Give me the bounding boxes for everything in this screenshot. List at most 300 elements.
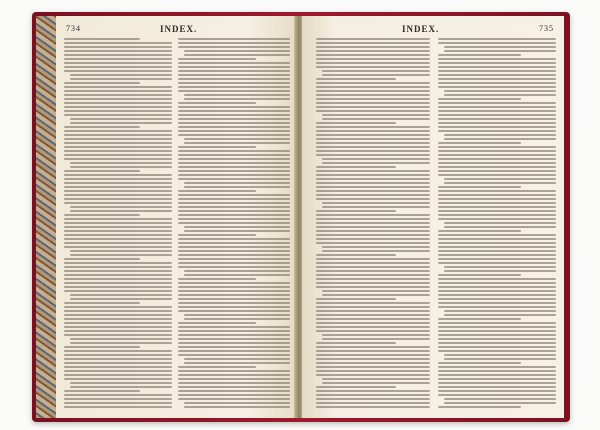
index-text-line — [316, 374, 430, 376]
index-text-line — [178, 106, 290, 108]
index-text-line — [316, 242, 430, 244]
index-text-line — [178, 290, 290, 292]
index-text-line — [64, 130, 172, 132]
index-text-line — [438, 298, 556, 300]
index-text-line — [64, 142, 172, 144]
index-text-line — [438, 142, 521, 144]
index-text-line — [178, 334, 290, 336]
index-text-line — [64, 374, 172, 376]
index-text-line — [184, 270, 290, 272]
index-text-line — [64, 366, 172, 368]
index-text-line — [438, 362, 521, 364]
index-text-line — [178, 346, 290, 348]
index-text-line — [316, 386, 396, 388]
index-text-line — [178, 374, 290, 376]
index-text-line — [316, 50, 430, 52]
index-text-line — [64, 194, 172, 196]
index-text-line — [70, 74, 172, 76]
index-text-line — [178, 46, 290, 48]
index-text-line — [438, 130, 556, 132]
index-text-line — [322, 334, 430, 336]
index-text-line — [316, 146, 430, 148]
index-text-line — [438, 162, 556, 164]
index-text-line — [316, 254, 396, 256]
index-text-line — [438, 242, 556, 244]
index-text-line — [70, 122, 172, 124]
index-text-line — [316, 82, 430, 84]
index-text-line — [444, 222, 556, 224]
index-text-line — [178, 42, 290, 44]
index-text-line — [178, 254, 290, 256]
index-text-line — [64, 378, 172, 380]
index-text-line — [322, 158, 430, 160]
index-text-line — [438, 230, 521, 232]
index-text-line — [438, 150, 556, 152]
index-text-line — [438, 70, 556, 72]
index-text-line — [178, 262, 290, 264]
index-text-line — [64, 86, 172, 88]
index-text-line — [438, 122, 556, 124]
index-text-line — [184, 314, 290, 316]
index-text-line — [178, 250, 290, 252]
index-text-line — [316, 38, 430, 40]
index-text-line — [64, 158, 172, 160]
index-text-line — [64, 358, 172, 360]
index-text-line — [316, 106, 430, 108]
index-text-line — [438, 394, 556, 396]
index-text-line — [178, 198, 290, 200]
index-text-line — [178, 158, 290, 160]
index-text-line — [438, 126, 556, 128]
index-text-line — [64, 186, 172, 188]
index-text-line — [64, 274, 172, 276]
index-text-line — [438, 338, 556, 340]
index-text-line — [316, 102, 430, 104]
index-text-line — [316, 194, 430, 196]
index-text-line — [178, 234, 256, 236]
index-text-line — [178, 354, 290, 356]
index-text-line — [438, 350, 556, 352]
index-text-line — [316, 390, 430, 392]
index-text-line — [316, 226, 430, 228]
index-text-line — [64, 314, 172, 316]
index-text-line — [64, 234, 172, 236]
index-text-line — [316, 166, 396, 168]
index-text-line — [184, 54, 290, 56]
index-text-line — [64, 330, 172, 332]
index-text-line — [322, 202, 430, 204]
index-text-line — [316, 86, 430, 88]
index-text-line — [64, 406, 172, 408]
index-text-line — [316, 330, 430, 332]
index-text-line — [322, 118, 430, 120]
index-text-line — [438, 58, 556, 60]
index-text-line — [316, 130, 430, 132]
index-text-line — [64, 270, 172, 272]
index-text-line — [178, 82, 290, 84]
index-text-line — [184, 182, 290, 184]
index-text-line — [438, 330, 556, 332]
index-text-line — [438, 250, 556, 252]
index-text-line — [444, 50, 556, 52]
index-text-line — [178, 210, 290, 212]
index-text-line — [184, 318, 290, 320]
index-text-line — [178, 70, 290, 72]
index-text-line — [64, 50, 172, 52]
index-text-line — [178, 146, 256, 148]
index-text-line — [316, 198, 430, 200]
index-text-line — [316, 58, 430, 60]
index-text-line — [64, 218, 172, 220]
index-text-line — [178, 110, 290, 112]
index-text-line — [322, 74, 430, 76]
index-text-line — [444, 226, 556, 228]
index-text-line — [178, 398, 290, 400]
index-text-line — [64, 402, 172, 404]
index-text-line — [438, 254, 556, 256]
index-text-line — [322, 294, 430, 296]
index-text-line — [438, 106, 556, 108]
index-text-line — [178, 118, 290, 120]
index-text-line — [316, 234, 430, 236]
index-text-line — [316, 122, 396, 124]
index-text-line — [438, 42, 556, 44]
index-text-line — [178, 102, 256, 104]
index-text-line — [64, 58, 172, 60]
index-text-line — [438, 246, 556, 248]
index-text-line — [184, 230, 290, 232]
index-text-line — [70, 162, 172, 164]
index-text-line — [178, 382, 290, 384]
index-text-line — [64, 290, 172, 292]
index-text-line — [316, 222, 430, 224]
index-text-line — [438, 306, 556, 308]
index-text-line — [64, 62, 172, 64]
index-text-line — [438, 274, 521, 276]
index-text-line — [64, 42, 172, 44]
index-text-line — [178, 214, 290, 216]
index-text-line — [438, 326, 556, 328]
index-text-line — [316, 402, 430, 404]
index-text-line — [322, 338, 430, 340]
index-text-line — [178, 206, 290, 208]
index-text-line — [316, 186, 430, 188]
index-text-line — [70, 118, 172, 120]
index-text-line — [316, 94, 430, 96]
index-text-line — [178, 246, 290, 248]
index-text-line — [316, 42, 430, 44]
index-text-line — [438, 390, 556, 392]
index-text-line — [438, 406, 521, 408]
index-text-line — [178, 390, 290, 392]
index-text-line — [64, 370, 172, 372]
index-text-line — [64, 54, 172, 56]
index-text-line — [70, 298, 172, 300]
index-text-line — [64, 354, 172, 356]
index-text-line — [64, 322, 172, 324]
index-text-line — [178, 202, 290, 204]
index-text-line — [316, 230, 430, 232]
index-text-line — [64, 70, 172, 72]
index-text-line — [438, 374, 556, 376]
index-text-line — [70, 210, 172, 212]
index-text-line — [70, 254, 172, 256]
index-text-line — [64, 174, 172, 176]
index-text-line — [178, 178, 290, 180]
index-text-line — [316, 54, 430, 56]
index-text-line — [438, 334, 556, 336]
index-text-line — [64, 310, 172, 312]
index-text-line — [438, 66, 556, 68]
index-text-line — [64, 94, 172, 96]
index-text-line — [438, 54, 521, 56]
index-text-line — [178, 342, 290, 344]
index-text-line — [178, 58, 256, 60]
index-text-line — [178, 170, 290, 172]
index-text-line — [438, 214, 556, 216]
index-text-line — [438, 102, 556, 104]
index-text-line — [438, 258, 556, 260]
index-text-line — [64, 106, 172, 108]
index-text-line — [438, 186, 521, 188]
index-text-line — [316, 134, 430, 136]
index-text-line — [178, 366, 256, 368]
index-text-line — [184, 98, 290, 100]
index-text-line — [70, 338, 172, 340]
index-text-line — [64, 394, 172, 396]
index-text-line — [316, 150, 430, 152]
index-text-line — [316, 362, 430, 364]
index-text-line — [316, 98, 430, 100]
index-text-line — [438, 190, 556, 192]
index-text-line — [438, 282, 556, 284]
index-text-line — [64, 326, 172, 328]
index-text-line — [316, 214, 430, 216]
right-running-title: INDEX. — [402, 24, 440, 34]
index-text-line — [444, 314, 556, 316]
index-text-line — [70, 166, 172, 168]
index-text-line — [64, 102, 172, 104]
index-text-line — [438, 78, 556, 80]
index-text-line — [316, 318, 430, 320]
index-text-line — [64, 362, 172, 364]
index-text-line — [178, 322, 256, 324]
index-text-line — [184, 402, 290, 404]
index-text-line — [438, 294, 556, 296]
left-page — [56, 16, 296, 418]
index-text-line — [178, 370, 290, 372]
index-text-line — [184, 274, 290, 276]
index-text-line — [444, 178, 556, 180]
index-text-line — [64, 182, 172, 184]
index-text-line — [316, 326, 430, 328]
index-text-line — [316, 154, 430, 156]
index-text-line — [64, 38, 140, 40]
index-text-line — [438, 278, 556, 280]
index-text-line — [70, 294, 172, 296]
index-text-line — [64, 126, 140, 128]
index-text-line — [64, 146, 172, 148]
index-text-line — [178, 266, 290, 268]
index-text-line — [438, 198, 556, 200]
index-text-line — [322, 290, 430, 292]
index-text-line — [70, 382, 172, 384]
index-text-line — [316, 270, 430, 272]
index-text-line — [64, 398, 172, 400]
index-text-line — [178, 190, 256, 192]
index-text-line — [322, 250, 430, 252]
index-text-line — [64, 98, 172, 100]
index-text-line — [64, 198, 172, 200]
right-index-column-2 — [438, 38, 556, 410]
index-text-line — [64, 242, 172, 244]
index-text-line — [316, 302, 430, 304]
index-text-line — [178, 130, 290, 132]
index-text-line — [444, 90, 556, 92]
index-text-line — [438, 378, 556, 380]
index-text-line — [316, 66, 430, 68]
index-text-line — [178, 74, 290, 76]
index-text-line — [64, 306, 172, 308]
index-text-line — [444, 270, 556, 272]
index-text-line — [316, 366, 430, 368]
index-text-line — [64, 262, 172, 264]
index-text-line — [178, 286, 290, 288]
index-text-line — [438, 386, 556, 388]
index-text-line — [178, 394, 290, 396]
index-text-line — [64, 258, 140, 260]
index-text-line — [316, 174, 430, 176]
index-text-line — [64, 170, 140, 172]
index-text-line — [64, 214, 140, 216]
index-text-line — [444, 398, 556, 400]
index-text-line — [438, 290, 556, 292]
index-text-line — [178, 122, 290, 124]
index-text-line — [178, 282, 290, 284]
index-text-line — [178, 278, 256, 280]
index-text-line — [178, 218, 290, 220]
index-text-line — [444, 358, 556, 360]
index-text-line — [438, 170, 556, 172]
index-text-line — [64, 222, 172, 224]
index-text-line — [64, 46, 172, 48]
index-text-line — [64, 66, 172, 68]
index-text-line — [438, 370, 556, 372]
index-text-line — [444, 138, 556, 140]
index-text-line — [316, 286, 430, 288]
index-text-line — [438, 74, 556, 76]
index-text-line — [316, 62, 430, 64]
index-text-line — [322, 114, 430, 116]
index-text-line — [316, 238, 430, 240]
index-text-line — [316, 306, 430, 308]
index-text-line — [438, 238, 556, 240]
index-text-line — [316, 370, 430, 372]
index-text-line — [444, 402, 556, 404]
index-text-line — [322, 246, 430, 248]
index-text-line — [178, 310, 290, 312]
index-text-line — [322, 206, 430, 208]
index-text-line — [178, 294, 290, 296]
index-text-line — [64, 246, 172, 248]
index-text-line — [184, 138, 290, 140]
index-text-line — [316, 298, 396, 300]
index-text-line — [178, 78, 290, 80]
index-text-line — [178, 86, 290, 88]
index-text-line — [64, 286, 172, 288]
index-text-line — [316, 110, 430, 112]
index-text-line — [70, 206, 172, 208]
index-text-line — [64, 318, 172, 320]
index-text-line — [184, 50, 290, 52]
index-text-line — [178, 66, 290, 68]
index-text-line — [316, 138, 430, 140]
index-text-line — [178, 326, 290, 328]
index-text-line — [438, 158, 556, 160]
index-text-line — [316, 278, 430, 280]
index-text-line — [64, 346, 140, 348]
index-text-line — [178, 238, 290, 240]
index-text-line — [178, 114, 290, 116]
index-text-line — [64, 114, 172, 116]
right-page — [302, 16, 564, 418]
index-text-line — [178, 90, 290, 92]
index-text-line — [64, 238, 172, 240]
index-text-line — [70, 342, 172, 344]
index-text-line — [316, 90, 430, 92]
index-text-line — [178, 134, 290, 136]
index-text-line — [438, 366, 556, 368]
index-text-line — [316, 354, 430, 356]
index-text-line — [316, 126, 430, 128]
index-text-line — [316, 142, 430, 144]
index-text-line — [316, 350, 430, 352]
index-text-line — [322, 378, 430, 380]
index-text-line — [438, 318, 521, 320]
index-text-line — [438, 302, 556, 304]
index-text-line — [438, 118, 556, 120]
index-text-line — [184, 186, 290, 188]
index-text-line — [64, 266, 172, 268]
index-text-line — [64, 390, 140, 392]
index-text-line — [444, 354, 556, 356]
index-text-line — [316, 394, 430, 396]
index-text-line — [178, 350, 290, 352]
index-text-line — [438, 114, 556, 116]
index-text-line — [70, 78, 172, 80]
index-text-line — [438, 286, 556, 288]
index-text-line — [64, 302, 140, 304]
index-text-line — [64, 178, 172, 180]
left-page-number: 734 — [66, 24, 81, 33]
index-text-line — [438, 98, 521, 100]
index-text-line — [438, 62, 556, 64]
index-text-line — [316, 266, 430, 268]
index-text-line — [178, 330, 290, 332]
index-text-line — [64, 138, 172, 140]
index-text-line — [178, 194, 290, 196]
index-text-line — [316, 310, 430, 312]
index-text-line — [64, 350, 172, 352]
index-text-line — [444, 310, 556, 312]
index-text-line — [184, 142, 290, 144]
index-text-line — [322, 70, 430, 72]
index-text-line — [438, 218, 556, 220]
index-text-line — [438, 82, 556, 84]
index-text-line — [178, 62, 290, 64]
index-text-line — [438, 202, 556, 204]
index-text-line — [316, 322, 430, 324]
